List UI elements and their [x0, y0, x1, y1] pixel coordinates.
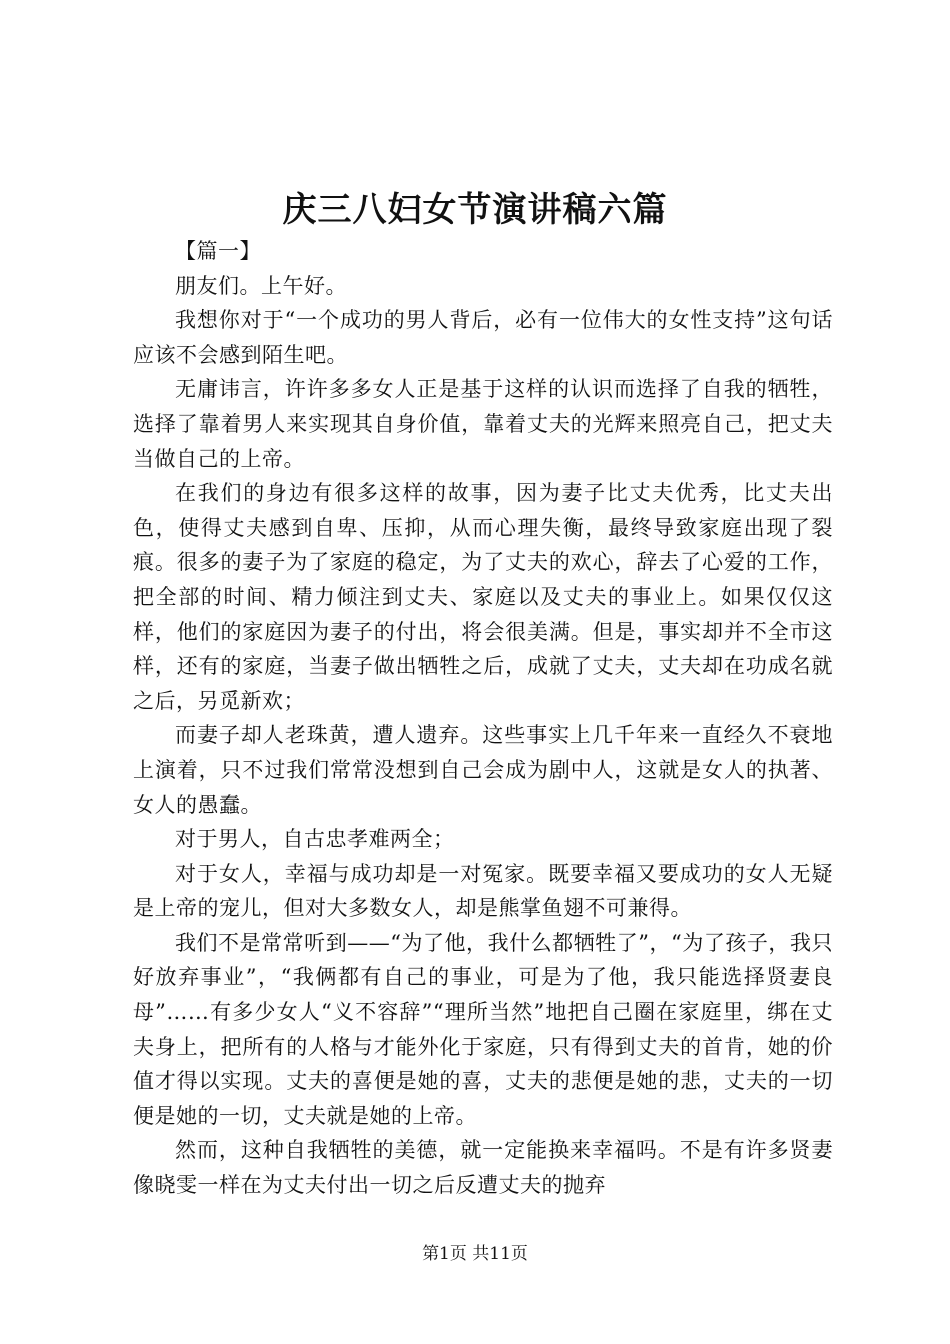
paragraph: 对于男人，自古忠孝难两全；: [175, 827, 455, 852]
section-heading: 【篇一】: [175, 239, 261, 263]
paragraph: 我想你对于“一个成功的男人背后，必有一位伟大的女性支持”这句话应该不会感到陌生吧。: [133, 308, 833, 367]
paragraph: 在我们的身边有很多这样的故事，因为妻子比丈夫优秀，比丈夫出色，使得丈夫感到自卑、压抑，从而心理失衡，最终导致家庭出现了裂痕。很多的妻子为了家庭的稳定，为了丈夫的欢心，辞去了心爱的工作，把全部的时间、精力倾注到丈夫、家庭以及丈夫的事业上。如果仅仅这样，他们的家庭因为妻子的付出，将会很美满。但是，事实却并不全市这样，还有的家庭，当妻子做出牺牲之后，成就了丈夫，丈夫却在功成名就之后，另觅新欢；: [133, 481, 833, 713]
paragraph: 朋友们。上午好。: [175, 273, 347, 298]
document-body: [133, 234, 833, 1203]
page-title: 庆三八妇女节演讲稿六篇: [282, 190, 668, 230]
paragraph: 我们不是常常听到——“为了他，我什么都牺牲了”，“为了孩子，我只好放弃事业”，“我俩都有自己的事业，可是为了他，我只能选择贤妻良母”……有多少女人“义不容辞”“理所当然”地把自己圈在家庭里，绑在丈夫身上，把所有的人格与才能外化于家庭，只有得到丈夫的首肯，她的价值才得以实现。丈夫的喜便是她的喜，丈夫的悲便是她的悲，丈夫的一切便是她的一切，丈夫就是她的上帝。: [133, 930, 833, 1128]
paragraph: 然而，这种自我牺牲的美德，就一定能换来幸福吗。不是有许多贤妻像晓雯一样在为丈夫付出一切之后反遭丈夫的抛弃: [133, 1138, 833, 1198]
paragraph: 而妻子却人老珠黄，遭人遗弃。这些事实上几千年来一直经久不衰地上演着，只不过我们常常没想到自己会成为剧中人，这就是女人的执著、女人的愚蠢。: [133, 723, 833, 817]
page-number-footer: 第1页 共11页: [422, 1244, 528, 1264]
paragraph: 无庸讳言，许许多多女人正是基于这样的认识而选择了自我的牺牲，选择了靠着男人来实现其自身价值，靠着丈夫的光辉来照亮自己，把丈夫当做自己的上帝。: [133, 377, 833, 471]
paragraph: 对于女人，幸福与成功却是一对冤家。既要幸福又要成功的女人无疑是上帝的宠儿，但对大多数女人，却是熊掌鱼翅不可兼得。: [133, 861, 833, 921]
